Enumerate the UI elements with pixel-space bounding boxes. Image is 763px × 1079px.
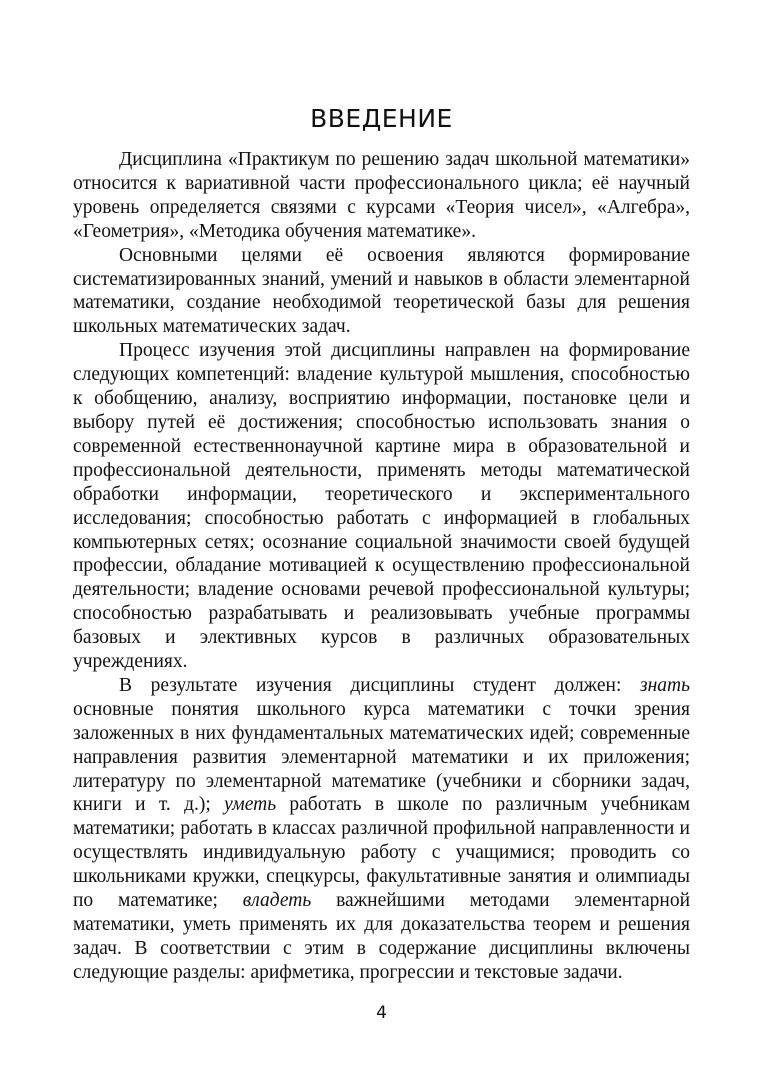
page-content [73, 104, 690, 985]
outcomes-text-1: В результате изучения дисциплины студент должен: [119, 674, 640, 696]
outcomes-text-4: важнейшими методами элементарной математики, уметь применять их для доказательства теорем и решения задач. В соответствии с этим в содержание дисциплины включены следующие разделы: арифметика, прогрессии и текстовые задачи. [73, 890, 690, 983]
outcomes-know-term: знать [640, 674, 690, 696]
outcomes-can-term: уметь [224, 794, 277, 816]
page-number: 4 [376, 1003, 387, 1023]
page-title: ВВЕДЕНИЕ [310, 104, 453, 133]
outcomes-text-2: основные понятия школьного курса математики с точки зрения заложенных в них фундаментальных математических идей; современные направления развития элементарной математики и их приложения; литературу по элементарной математике (учебники и сборники задач, книги и т. д.); [73, 698, 690, 816]
outcomes-master-term: владеть [242, 890, 312, 912]
paragraph-competencies: Процесс изучения этой дисциплины направлен на формирование следующих компетенций: владение культурой мышления, способностью к обобщению, анализу, восприятию информации, постановке цели и выбору путей её достижения; способностью использовать знания о современной естественнонаучной картине мира в образовательной и профессиональной деятельности, применять методы математической обработки информации, теоретического и экспериментального исследования; способностью работать с информацией в глобальных компьютерных сетях; осознание социальной значимости своей будущей профессии, обладание мотивацией к осуществлению профессиональной деятельности; владение основами речевой профессиональной культуры; способностью разрабатывать и реализовывать учебные программы базовых и элективных курсов в различных образовательных учреждениях. [73, 340, 690, 673]
paragraph-discipline-intro: Дисциплина «Практикум по решению задач школьной математики» относится к вариативной части профессионального цикла; её научный уровень определяется связями с курсами «Теория чисел», «Алгебра», «Геометрия», «Методика обучения математике». [73, 149, 690, 242]
paragraph-learning-outcomes [73, 674, 690, 985]
paragraph-goals: Основными целями её освоения являются формирование систематизированных знаний, умений и навыков в области элементарной математики, создание необходимой теоретической базы для решения школьных математических задач. [73, 244, 690, 338]
outcomes-text-3: работать в школе по различным учебникам математики; работать в классах различной профильной направленности и осуществлять индивидуальную работу с учащимися; проводить со школьниками кружки, спецкурсы, факультативные занятия и олимпиады по математике; [73, 794, 690, 912]
